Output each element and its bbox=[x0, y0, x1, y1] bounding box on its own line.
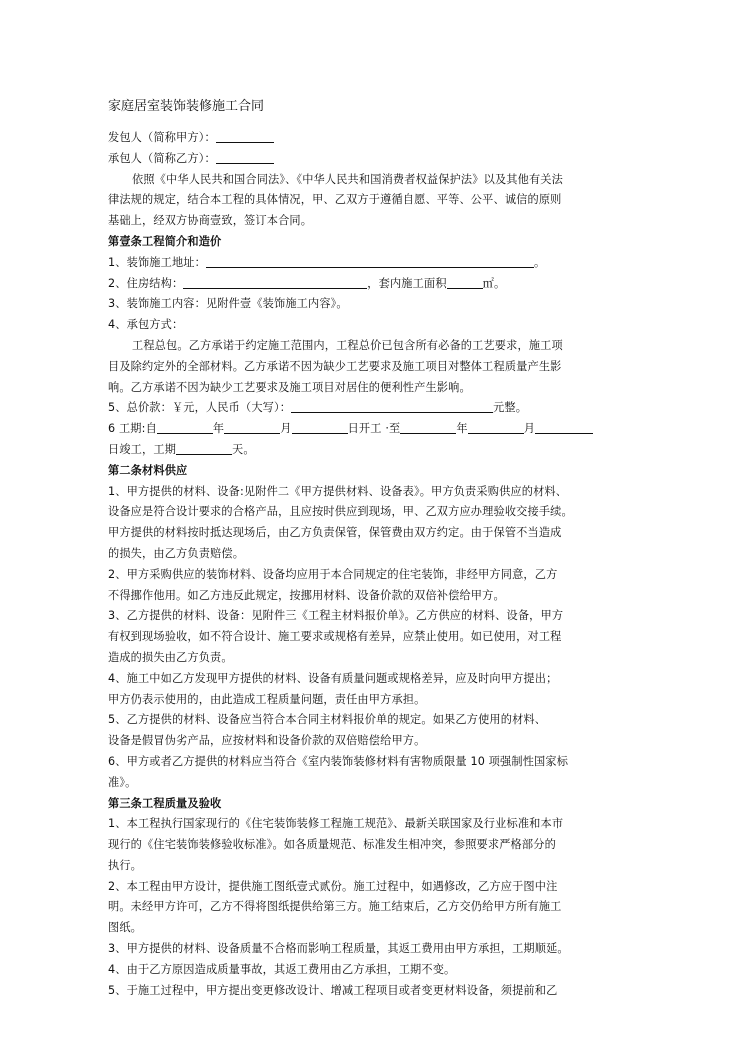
duration-text: 日竣工，工期 bbox=[108, 442, 177, 456]
article-2-heading: 第二条材料供应 bbox=[108, 463, 188, 477]
party-a-label: 发包人（简称甲方）： bbox=[108, 131, 216, 144]
clause-line: 3、甲方提供的材料、设备质量不合格而影响工程质量，其返工费用由甲方承担，工期顺延。 bbox=[108, 942, 569, 956]
clause-line: 造成的损失由乙方负责。 bbox=[108, 650, 233, 664]
clause-line: 现行的《住宅装饰装修验收标准》。如各质量规范、标准发生相冲突，参照要求严格部分的 bbox=[108, 838, 556, 852]
clause-line: 设备是假冒伪劣产品，应按材料和设备价款的双倍赔偿给甲方。 bbox=[108, 734, 426, 748]
contract-mode-text: 目及除约定外的全部材料。乙方承诺不因为缺少工艺要求及施工项目对整体工程质量产生影 bbox=[108, 359, 562, 373]
intro-line: 律法规的规定，结合本工程的具体情况，甲、乙双方于遵循自愿、平等、公平、诚信的原则 bbox=[108, 193, 562, 207]
price-label: 5、总价款：￥元，人民币（大写）： bbox=[108, 401, 292, 415]
intro-line: 基础上，经双方协商壹致，签订本合同。 bbox=[108, 214, 313, 228]
party-a-line bbox=[108, 128, 638, 149]
clause-line: 甲方仍表示使用的，由此造成工程质量问题，责任由甲方承担。 bbox=[108, 692, 426, 706]
clause-line: 4、由于乙方原因造成质量事故，其返工费用由乙方承担，工期不变。 bbox=[108, 962, 456, 976]
clause-line: 执行。 bbox=[108, 858, 143, 872]
clause-line: 甲方提供的材料按时抵达现场后，由乙方负责保管，保管费由双方约定。由于保管不当造成 bbox=[108, 526, 562, 540]
duration-text: 年 bbox=[456, 422, 468, 436]
clause-line: 明。未经甲方许可，乙方不得将图纸提供给第三方。施工结束后，乙方交仍给甲方所有施工 bbox=[108, 900, 562, 914]
address-blank bbox=[206, 254, 534, 268]
area-label: ，套内施工面积 bbox=[367, 276, 447, 290]
article-3-body bbox=[108, 814, 638, 1001]
clause-line: 的损失，由乙方负责赔偿。 bbox=[108, 546, 245, 560]
clause-line: 图纸。 bbox=[108, 921, 143, 935]
duration-text: 年 bbox=[212, 422, 225, 436]
party-b-label: 承包人（简称乙方）： bbox=[108, 151, 216, 165]
clause-line: 3、乙方提供的材料、设备：见附件三《工程主材料报价单》。乙方供应的材料、设备，甲方 bbox=[108, 609, 564, 623]
duration-text: 日开工 ·至 bbox=[347, 422, 401, 436]
duration-text: 天。 bbox=[232, 442, 255, 456]
address-line bbox=[108, 253, 638, 274]
article-1-heading: 第壹条工程简介和造价 bbox=[108, 234, 222, 248]
clause-line: 准》。 bbox=[108, 775, 137, 789]
clause-line: 2、甲方采购供应的装饰材料、设备均应用于本合同规定的住宅装饰，非经甲方同意，乙方 bbox=[108, 567, 558, 581]
area-blank bbox=[447, 275, 483, 289]
price-line bbox=[108, 398, 638, 419]
contract-mode-text: 工程总包。乙方承诺于约定施工范围内，工程总价已包含所有必备的工艺要求，施工项 bbox=[132, 338, 563, 352]
clause-line: 有权到现场验收，如不符合设计、施工要求或规格有差异，应禁止使用。如已使用，对工程 bbox=[108, 630, 562, 644]
days-blank bbox=[176, 441, 232, 455]
structure-blank bbox=[183, 275, 367, 289]
clause-line: 设备应是符合设计要求的合格产品，且应按时供应到现场，甲、乙双方应办理验收交接手续。 bbox=[108, 505, 573, 519]
document-title: 家庭居室装饰装修施工合同 bbox=[108, 99, 265, 114]
party-a-blank bbox=[216, 129, 274, 143]
clause-line: 5、于施工过程中，甲方提出变更修改设计、增减工程项目或者变更材料设备，须提前和乙 bbox=[108, 983, 558, 997]
date-blank bbox=[224, 420, 280, 434]
date-blank bbox=[468, 420, 524, 434]
clause-line: 2、本工程由甲方设计，提供施工图纸壹式贰份。施工过程中，如遇修改，乙方应于图中注 bbox=[108, 879, 558, 893]
clause-line: 5、乙方提供的材料、设备应当符合本合同主材料报价单的规定。如果乙方使用的材料、 bbox=[108, 713, 547, 727]
clause-line: 4、施工中如乙方发现甲方提供的材料、设备有质量问题或规格差异，应及时向甲方提出； bbox=[108, 671, 558, 685]
duration-text: 月 bbox=[523, 422, 536, 436]
contract-page bbox=[108, 98, 638, 1001]
price-blank bbox=[291, 399, 493, 413]
clause-line: 1、甲方提供的材料、设备:见附件二《甲方提供材料、设备表》。甲方负责采购供应的材料、 bbox=[108, 484, 568, 498]
address-label: 1、装饰施工地址： bbox=[108, 255, 206, 269]
intro-line: 依照《中华人民共和国合同法》、《中华人民共和国消费者权益保护法》以及其他有关法 bbox=[132, 172, 563, 186]
contract-mode-text: 响。乙方承诺不因为缺少工艺要求及施工项目对居住的便利性产生影响。 bbox=[108, 380, 471, 394]
duration-text: 6 工期:自 bbox=[108, 422, 157, 436]
duration-text: 月 bbox=[280, 422, 292, 436]
area-unit: ㎡。 bbox=[482, 276, 506, 290]
price-end: 元整。 bbox=[493, 401, 528, 415]
party-b-blank bbox=[216, 150, 274, 164]
date-blank bbox=[292, 420, 348, 434]
date-blank bbox=[400, 420, 456, 434]
article-2-body bbox=[108, 482, 638, 794]
article-3-heading: 第三条工程质量及验收 bbox=[108, 796, 222, 810]
clause-line: 6、甲方或者乙方提供的材料应当符合《室内装饰装修材料有害物质限量 10 项强制性国家标 bbox=[108, 754, 569, 768]
address-end: 。 bbox=[533, 255, 546, 269]
clause-line: 1、本工程执行国家现行的《住宅装饰装修工程施工规范》、最新关联国家及行业标准和本市 bbox=[108, 817, 564, 831]
duration-line-2 bbox=[108, 440, 638, 461]
date-blank bbox=[535, 420, 593, 434]
date-blank bbox=[157, 420, 213, 434]
duration-line bbox=[108, 419, 638, 440]
structure-line bbox=[108, 274, 638, 295]
content-line: 3、装饰施工内容：见附件壹《装饰施工内容》。 bbox=[108, 297, 348, 311]
clause-line: 不得挪作他用。如乙方违反此规定，按挪用材料、设备价款的双倍补偿给甲方。 bbox=[108, 588, 505, 602]
party-b-line bbox=[108, 149, 638, 170]
structure-label: 2、住房结构： bbox=[108, 276, 184, 290]
contract-mode-line: 4、承包方式： bbox=[108, 318, 184, 332]
